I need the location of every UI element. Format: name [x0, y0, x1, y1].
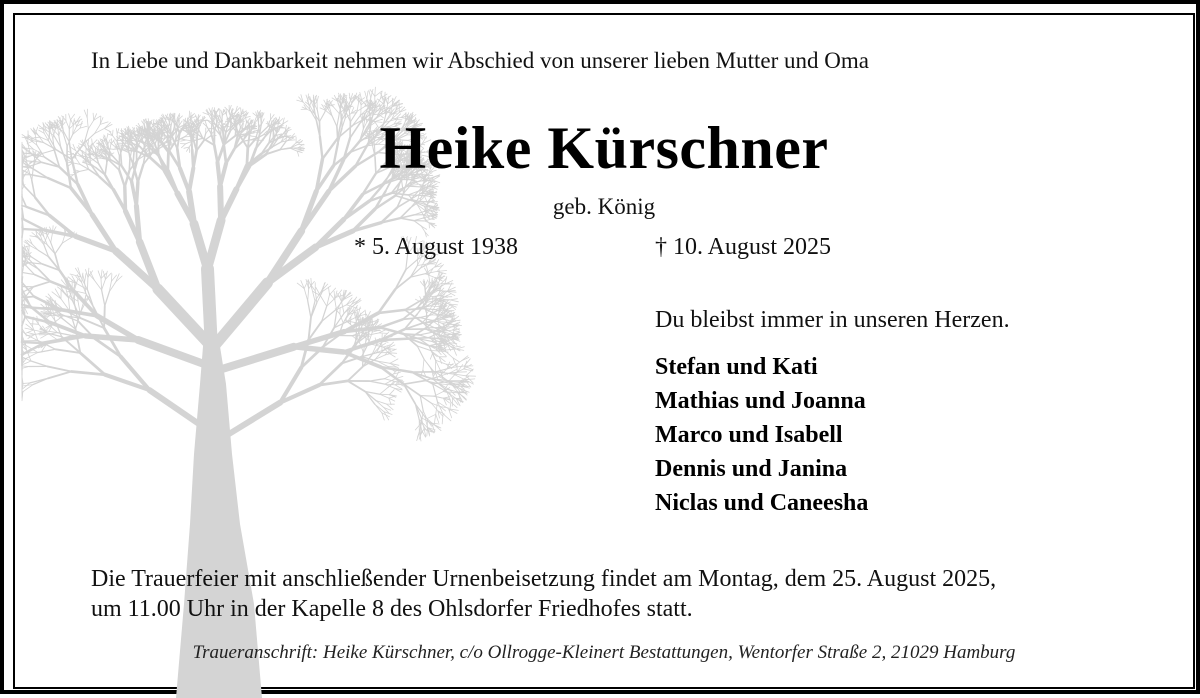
death-date: † 10. August 2025 — [655, 234, 831, 261]
memorial-motto: Du bleibst immer in unseren Herzen. — [655, 307, 1010, 334]
intro-text: In Liebe und Dankbarkeit nehmen wir Abschied von unserer lieben Mutter und Oma — [91, 48, 869, 74]
deceased-name: Heike Kürschner — [4, 114, 1200, 183]
mourner-family: Mathias und Joanna — [655, 384, 868, 418]
mourner-family: Dennis und Janina — [655, 452, 868, 486]
mourners-list — [655, 350, 868, 520]
service-line: um 11.00 Uhr in der Kapelle 8 des Ohlsdorfer Friedhofes statt. — [91, 594, 996, 624]
funeral-service-info — [91, 564, 996, 624]
mourner-family: Niclas und Caneesha — [655, 486, 868, 520]
service-line: Die Trauerfeier mit anschließender Urnenbeisetzung findet am Montag, dem 25. August 2025, — [91, 564, 996, 594]
mourner-family: Marco und Isabell — [655, 418, 868, 452]
mourner-family: Stefan und Kati — [655, 350, 868, 384]
maiden-name: geb. König — [4, 194, 1200, 220]
birth-date: * 5. August 1938 — [354, 234, 518, 261]
condolence-address: Traueranschrift: Heike Kürschner, c/o Ollrogge-Kleinert Bestattungen, Wentorfer Straße 2, 21029 Hamburg — [4, 642, 1200, 664]
